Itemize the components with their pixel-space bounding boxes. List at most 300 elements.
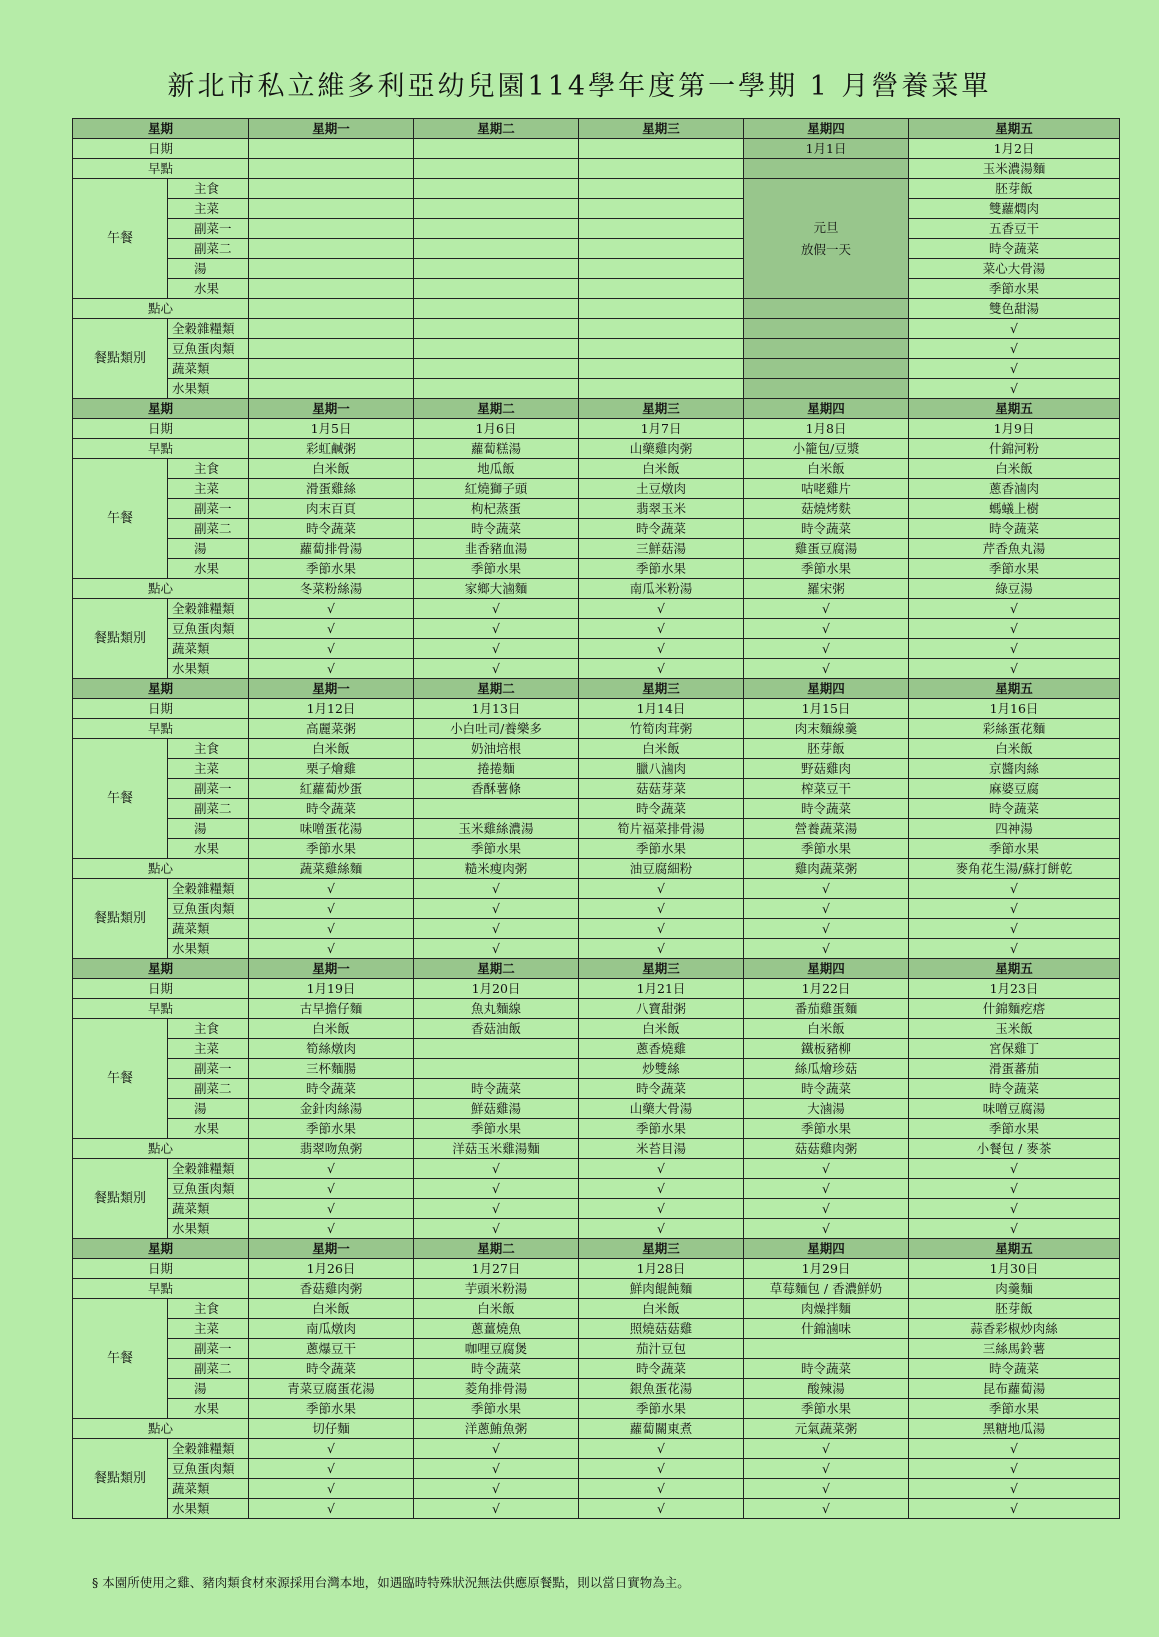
table-row [73, 1259, 1120, 1279]
lunch-item-label: 水果 [168, 559, 249, 579]
lunch-item-label: 副菜二 [168, 1359, 249, 1379]
lunch-item-label: 副菜一 [168, 499, 249, 519]
snack-cell: 南瓜米粉湯 [579, 579, 744, 599]
table-row [73, 679, 1120, 699]
lunch-cell: 白米飯 [249, 739, 414, 759]
check-cell [579, 339, 744, 359]
lunch-cell: 雙蘿燜肉 [909, 199, 1120, 219]
lunch-cell: 筍絲燉肉 [249, 1039, 414, 1059]
snack-cell: 家鄉大滷麵 [414, 579, 579, 599]
category-item-label: 全穀雜糧類 [168, 599, 249, 619]
check-cell: √ [909, 1499, 1120, 1519]
check-cell: √ [414, 1159, 579, 1179]
lunch-cell: 時令蔬菜 [579, 519, 744, 539]
table-row [73, 1099, 1120, 1119]
lunch-item-label: 副菜二 [168, 1079, 249, 1099]
lunch-cell: 白米飯 [579, 459, 744, 479]
lunch-item-label: 主食 [168, 459, 249, 479]
lunch-cell: 時令蔬菜 [744, 519, 909, 539]
snack-cell: 蔬菜雞絲麵 [249, 859, 414, 879]
check-cell: √ [744, 1499, 909, 1519]
lunch-item-label: 副菜二 [168, 799, 249, 819]
check-cell: √ [414, 1219, 579, 1239]
lunch-cell: 玉米雞絲濃湯 [414, 819, 579, 839]
breakfast-cell: 八寶甜粥 [579, 999, 744, 1019]
lunch-cell: 大滷湯 [744, 1099, 909, 1119]
category-item-label: 豆魚蛋肉類 [168, 619, 249, 639]
check-cell: √ [249, 639, 414, 659]
breakfast-row-label: 早點 [73, 159, 249, 179]
snack-cell: 小餐包 / 麥茶 [909, 1139, 1120, 1159]
check-cell: √ [249, 1459, 414, 1479]
lunch-cell: 絲瓜燴珍菇 [744, 1059, 909, 1079]
check-cell: √ [744, 919, 909, 939]
check-cell [249, 379, 414, 399]
table-row [73, 1319, 1120, 1339]
check-cell [414, 359, 579, 379]
holiday-subtitle: 放假一天 [801, 241, 852, 257]
day-name-header: 星期三 [579, 679, 744, 699]
lunch-cell: 咕咾雞片 [744, 479, 909, 499]
check-cell: √ [249, 1499, 414, 1519]
lunch-cell: 香菇油飯 [414, 1019, 579, 1039]
lunch-item-label: 湯 [168, 819, 249, 839]
lunch-cell [414, 199, 579, 219]
lunch-cell: 營養蔬菜湯 [744, 819, 909, 839]
table-row [73, 759, 1120, 779]
table-row [73, 619, 1120, 639]
table-row [73, 659, 1120, 679]
check-cell: √ [909, 619, 1120, 639]
check-cell: √ [249, 899, 414, 919]
lunch-cell [249, 239, 414, 259]
table-row [73, 199, 1120, 219]
check-cell: √ [744, 939, 909, 959]
snack-row-label: 點心 [73, 1419, 249, 1439]
check-cell: √ [909, 939, 1120, 959]
lunch-item-label: 主食 [168, 739, 249, 759]
table-row [73, 599, 1120, 619]
check-cell: √ [909, 1459, 1120, 1479]
lunch-item-label: 水果 [168, 1399, 249, 1419]
date-cell: 1月7日 [579, 419, 744, 439]
day-name-header: 星期一 [249, 119, 414, 139]
category-group-label: 餐點類別 [73, 879, 168, 959]
day-name-header: 星期二 [414, 399, 579, 419]
lunch-cell: 味噌豆腐湯 [909, 1099, 1120, 1119]
check-cell: √ [249, 619, 414, 639]
weekday-header-label: 星期 [73, 959, 249, 979]
snack-cell [744, 299, 909, 319]
snack-cell: 冬菜粉絲湯 [249, 579, 414, 599]
check-cell: √ [909, 1159, 1120, 1179]
check-cell [744, 379, 909, 399]
lunch-cell [414, 1059, 579, 1079]
lunch-cell: 季節水果 [744, 839, 909, 859]
snack-cell: 翡翠吻魚粥 [249, 1139, 414, 1159]
check-cell: √ [744, 899, 909, 919]
table-row [73, 439, 1120, 459]
lunch-cell: 時令蔬菜 [909, 1079, 1120, 1099]
breakfast-cell [414, 159, 579, 179]
lunch-cell [414, 179, 579, 199]
day-name-header: 星期四 [744, 399, 909, 419]
lunch-cell: 季節水果 [249, 1399, 414, 1419]
table-row [73, 1139, 1120, 1159]
lunch-cell: 酸辣湯 [744, 1379, 909, 1399]
category-item-label: 豆魚蛋肉類 [168, 339, 249, 359]
check-cell: √ [249, 939, 414, 959]
breakfast-cell [249, 159, 414, 179]
check-cell: √ [249, 1179, 414, 1199]
table-row [73, 499, 1120, 519]
holiday-cell [744, 179, 909, 299]
weekday-header-label: 星期 [73, 399, 249, 419]
lunch-item-label: 水果 [168, 839, 249, 859]
lunch-cell: 菇燒烤麩 [744, 499, 909, 519]
snack-cell: 米苔目湯 [579, 1139, 744, 1159]
lunch-cell [249, 279, 414, 299]
day-name-header: 星期三 [579, 399, 744, 419]
table-row [73, 899, 1120, 919]
table-row [73, 1159, 1120, 1179]
check-cell: √ [909, 599, 1120, 619]
lunch-cell: 螞蟻上樹 [909, 499, 1120, 519]
lunch-cell: 蘿蔔排骨湯 [249, 539, 414, 559]
date-cell [414, 139, 579, 159]
snack-row-label: 點心 [73, 859, 249, 879]
lunch-cell [579, 219, 744, 239]
check-cell [414, 339, 579, 359]
check-cell [744, 319, 909, 339]
check-cell: √ [909, 1199, 1120, 1219]
lunch-cell: 胚芽飯 [744, 739, 909, 759]
check-cell [249, 319, 414, 339]
day-name-header: 星期四 [744, 959, 909, 979]
check-cell: √ [579, 1159, 744, 1179]
lunch-cell: 蔥香滷肉 [909, 479, 1120, 499]
check-cell: √ [414, 1199, 579, 1219]
lunch-cell: 韭香豬血湯 [414, 539, 579, 559]
table-row [73, 339, 1120, 359]
table-row [73, 779, 1120, 799]
check-cell: √ [579, 1199, 744, 1219]
check-cell: √ [909, 339, 1120, 359]
check-cell: √ [579, 639, 744, 659]
category-item-label: 豆魚蛋肉類 [168, 899, 249, 919]
check-cell: √ [414, 899, 579, 919]
lunch-cell: 翡翠玉米 [579, 499, 744, 519]
lunch-cell: 蒜香彩椒炒肉絲 [909, 1319, 1120, 1339]
category-item-label: 蔬菜類 [168, 919, 249, 939]
weekday-header-label: 星期 [73, 679, 249, 699]
breakfast-cell: 小籠包/豆漿 [744, 439, 909, 459]
table-row [73, 1459, 1120, 1479]
date-row-label: 日期 [73, 699, 249, 719]
breakfast-cell: 肉羹麵 [909, 1279, 1120, 1299]
check-cell: √ [579, 1219, 744, 1239]
day-name-header: 星期二 [414, 959, 579, 979]
check-cell: √ [909, 1219, 1120, 1239]
lunch-cell: 蔥爆豆干 [249, 1339, 414, 1359]
breakfast-row-label: 早點 [73, 1279, 249, 1299]
lunch-cell: 味噌蛋花湯 [249, 819, 414, 839]
day-name-header: 星期四 [744, 1239, 909, 1259]
lunch-cell: 季節水果 [909, 839, 1120, 859]
table-row [73, 179, 1120, 199]
day-name-header: 星期一 [249, 399, 414, 419]
check-cell [249, 339, 414, 359]
lunch-cell [414, 219, 579, 239]
lunch-cell: 胚芽飯 [909, 179, 1120, 199]
check-cell: √ [744, 1219, 909, 1239]
category-item-label: 全穀雜糧類 [168, 1159, 249, 1179]
check-cell: √ [744, 879, 909, 899]
lunch-cell: 時令蔬菜 [249, 519, 414, 539]
check-cell: √ [744, 659, 909, 679]
table-row [73, 859, 1120, 879]
breakfast-cell: 古早擔仔麵 [249, 999, 414, 1019]
lunch-cell: 炒雙絲 [579, 1059, 744, 1079]
lunch-group-label: 午餐 [73, 179, 168, 299]
lunch-cell: 什錦滷味 [744, 1319, 909, 1339]
table-row [73, 1239, 1120, 1259]
table-row [73, 939, 1120, 959]
check-cell [414, 379, 579, 399]
day-name-header: 星期五 [909, 959, 1120, 979]
lunch-cell: 菇菇芽菜 [579, 779, 744, 799]
lunch-cell: 雞蛋豆腐湯 [744, 539, 909, 559]
table-row [73, 259, 1120, 279]
check-cell: √ [414, 1499, 579, 1519]
lunch-item-label: 水果 [168, 279, 249, 299]
breakfast-cell: 竹筍肉茸粥 [579, 719, 744, 739]
table-row [73, 979, 1120, 999]
breakfast-cell: 蘿蔔糕湯 [414, 439, 579, 459]
table-row [73, 1279, 1120, 1299]
table-row [73, 1479, 1120, 1499]
table-row [73, 539, 1120, 559]
category-item-label: 水果類 [168, 1219, 249, 1239]
lunch-cell [414, 1039, 579, 1059]
table-row [73, 639, 1120, 659]
category-item-label: 水果類 [168, 659, 249, 679]
lunch-cell: 麻婆豆腐 [909, 779, 1120, 799]
check-cell: √ [909, 379, 1120, 399]
breakfast-cell: 草莓麵包 / 香濃鮮奶 [744, 1279, 909, 1299]
category-group-label: 餐點類別 [73, 1439, 168, 1519]
lunch-cell: 白米飯 [744, 459, 909, 479]
check-cell: √ [414, 879, 579, 899]
lunch-cell [249, 259, 414, 279]
day-name-header: 星期一 [249, 959, 414, 979]
lunch-cell: 紅燒獅子頭 [414, 479, 579, 499]
check-cell [414, 319, 579, 339]
check-cell: √ [579, 619, 744, 639]
snack-cell: 雙色甜湯 [909, 299, 1120, 319]
check-cell: √ [909, 1439, 1120, 1459]
date-row-label: 日期 [73, 419, 249, 439]
check-cell: √ [414, 919, 579, 939]
lunch-cell: 時令蔬菜 [579, 799, 744, 819]
check-cell: √ [249, 659, 414, 679]
table-row [73, 399, 1120, 419]
check-cell: √ [249, 1199, 414, 1219]
check-cell: √ [744, 1479, 909, 1499]
lunch-cell: 時令蔬菜 [744, 1079, 909, 1099]
check-cell: √ [909, 879, 1120, 899]
lunch-item-label: 主菜 [168, 199, 249, 219]
snack-cell: 切仔麵 [249, 1419, 414, 1439]
lunch-cell: 京醬肉絲 [909, 759, 1120, 779]
lunch-cell: 肉末百頁 [249, 499, 414, 519]
check-cell: √ [414, 599, 579, 619]
table-row [73, 839, 1120, 859]
check-cell: √ [579, 1499, 744, 1519]
check-cell: √ [744, 639, 909, 659]
lunch-cell: 白米飯 [909, 459, 1120, 479]
check-cell: √ [579, 599, 744, 619]
lunch-group-label: 午餐 [73, 459, 168, 579]
snack-row-label: 點心 [73, 299, 249, 319]
lunch-cell: 時令蔬菜 [249, 799, 414, 819]
lunch-cell: 季節水果 [909, 1119, 1120, 1139]
lunch-cell: 菜心大骨湯 [909, 259, 1120, 279]
snack-cell: 油豆腐細粉 [579, 859, 744, 879]
table-row [73, 419, 1120, 439]
snack-cell [414, 299, 579, 319]
snack-cell: 黑糖地瓜湯 [909, 1419, 1120, 1439]
check-cell: √ [414, 619, 579, 639]
lunch-cell: 滑蛋蕃茄 [909, 1059, 1120, 1079]
lunch-item-label: 湯 [168, 539, 249, 559]
category-item-label: 蔬菜類 [168, 1199, 249, 1219]
table-row [73, 519, 1120, 539]
lunch-cell: 白米飯 [579, 1019, 744, 1039]
date-row-label: 日期 [73, 1259, 249, 1279]
date-cell: 1月21日 [579, 979, 744, 999]
lunch-cell: 茄汁豆包 [579, 1339, 744, 1359]
lunch-cell: 季節水果 [249, 559, 414, 579]
date-cell: 1月1日 [744, 139, 909, 159]
date-cell: 1月20日 [414, 979, 579, 999]
lunch-item-label: 副菜二 [168, 239, 249, 259]
date-cell: 1月16日 [909, 699, 1120, 719]
table-row [73, 379, 1120, 399]
lunch-cell: 肉燥拌麵 [744, 1299, 909, 1319]
lunch-item-label: 主菜 [168, 479, 249, 499]
date-cell: 1月9日 [909, 419, 1120, 439]
check-cell: √ [579, 919, 744, 939]
lunch-cell: 三絲馬鈴薯 [909, 1339, 1120, 1359]
lunch-item-label: 主食 [168, 179, 249, 199]
table-row [73, 719, 1120, 739]
day-name-header: 星期二 [414, 119, 579, 139]
day-name-header: 星期一 [249, 1239, 414, 1259]
lunch-item-label: 副菜一 [168, 1059, 249, 1079]
date-cell: 1月22日 [744, 979, 909, 999]
day-name-header: 星期三 [579, 119, 744, 139]
day-name-header: 星期三 [579, 959, 744, 979]
table-row [73, 699, 1120, 719]
lunch-cell: 時令蔬菜 [579, 1079, 744, 1099]
check-cell: √ [744, 599, 909, 619]
lunch-cell: 時令蔬菜 [909, 519, 1120, 539]
breakfast-cell [744, 159, 909, 179]
lunch-cell: 季節水果 [744, 1399, 909, 1419]
date-cell: 1月27日 [414, 1259, 579, 1279]
category-item-label: 全穀雜糧類 [168, 1439, 249, 1459]
lunch-cell: 四神湯 [909, 819, 1120, 839]
check-cell: √ [414, 659, 579, 679]
check-cell: √ [909, 899, 1120, 919]
breakfast-cell: 肉末麵線羹 [744, 719, 909, 739]
holiday-title: 元旦 [813, 219, 839, 235]
lunch-cell: 季節水果 [249, 1119, 414, 1139]
lunch-cell: 捲捲麵 [414, 759, 579, 779]
table-row [73, 1079, 1120, 1099]
weekday-header-label: 星期 [73, 1239, 249, 1259]
lunch-cell: 紅蘿蔔炒蛋 [249, 779, 414, 799]
breakfast-cell: 芋頭米粉湯 [414, 1279, 579, 1299]
check-cell: √ [579, 1179, 744, 1199]
breakfast-cell: 小白吐司/養樂多 [414, 719, 579, 739]
lunch-group-label: 午餐 [73, 739, 168, 859]
check-cell: √ [249, 599, 414, 619]
lunch-cell: 季節水果 [909, 279, 1120, 299]
breakfast-cell: 魚丸麵線 [414, 999, 579, 1019]
date-cell: 1月13日 [414, 699, 579, 719]
table-row [73, 559, 1120, 579]
check-cell: √ [909, 1479, 1120, 1499]
lunch-cell [579, 199, 744, 219]
table-row [73, 1359, 1120, 1379]
lunch-cell: 時令蔬菜 [909, 1359, 1120, 1379]
lunch-cell: 時令蔬菜 [579, 1359, 744, 1379]
table-row [73, 479, 1120, 499]
lunch-cell: 季節水果 [909, 559, 1120, 579]
lunch-cell [579, 239, 744, 259]
check-cell: √ [744, 619, 909, 639]
category-group-label: 餐點類別 [73, 599, 168, 679]
snack-cell [249, 299, 414, 319]
lunch-cell: 季節水果 [744, 559, 909, 579]
snack-cell: 洋蔥鮪魚粥 [414, 1419, 579, 1439]
day-name-header: 星期一 [249, 679, 414, 699]
breakfast-cell: 玉米濃湯麵 [909, 159, 1120, 179]
table-row [73, 959, 1120, 979]
table-row [73, 319, 1120, 339]
lunch-cell: 白米飯 [579, 1299, 744, 1319]
check-cell: √ [249, 1439, 414, 1459]
check-cell: √ [414, 1439, 579, 1459]
table-row [73, 739, 1120, 759]
lunch-cell: 芹香魚丸湯 [909, 539, 1120, 559]
check-cell: √ [579, 659, 744, 679]
check-cell: √ [909, 659, 1120, 679]
breakfast-cell: 鮮肉餛飩麵 [579, 1279, 744, 1299]
lunch-cell [744, 1339, 909, 1359]
lunch-cell [249, 219, 414, 239]
check-cell [579, 379, 744, 399]
lunch-cell: 季節水果 [579, 1399, 744, 1419]
check-cell: √ [744, 1159, 909, 1179]
check-cell: √ [909, 919, 1120, 939]
lunch-cell: 蔥薑燒魚 [414, 1319, 579, 1339]
check-cell: √ [249, 1159, 414, 1179]
date-cell: 1月6日 [414, 419, 579, 439]
table-row [73, 119, 1120, 139]
